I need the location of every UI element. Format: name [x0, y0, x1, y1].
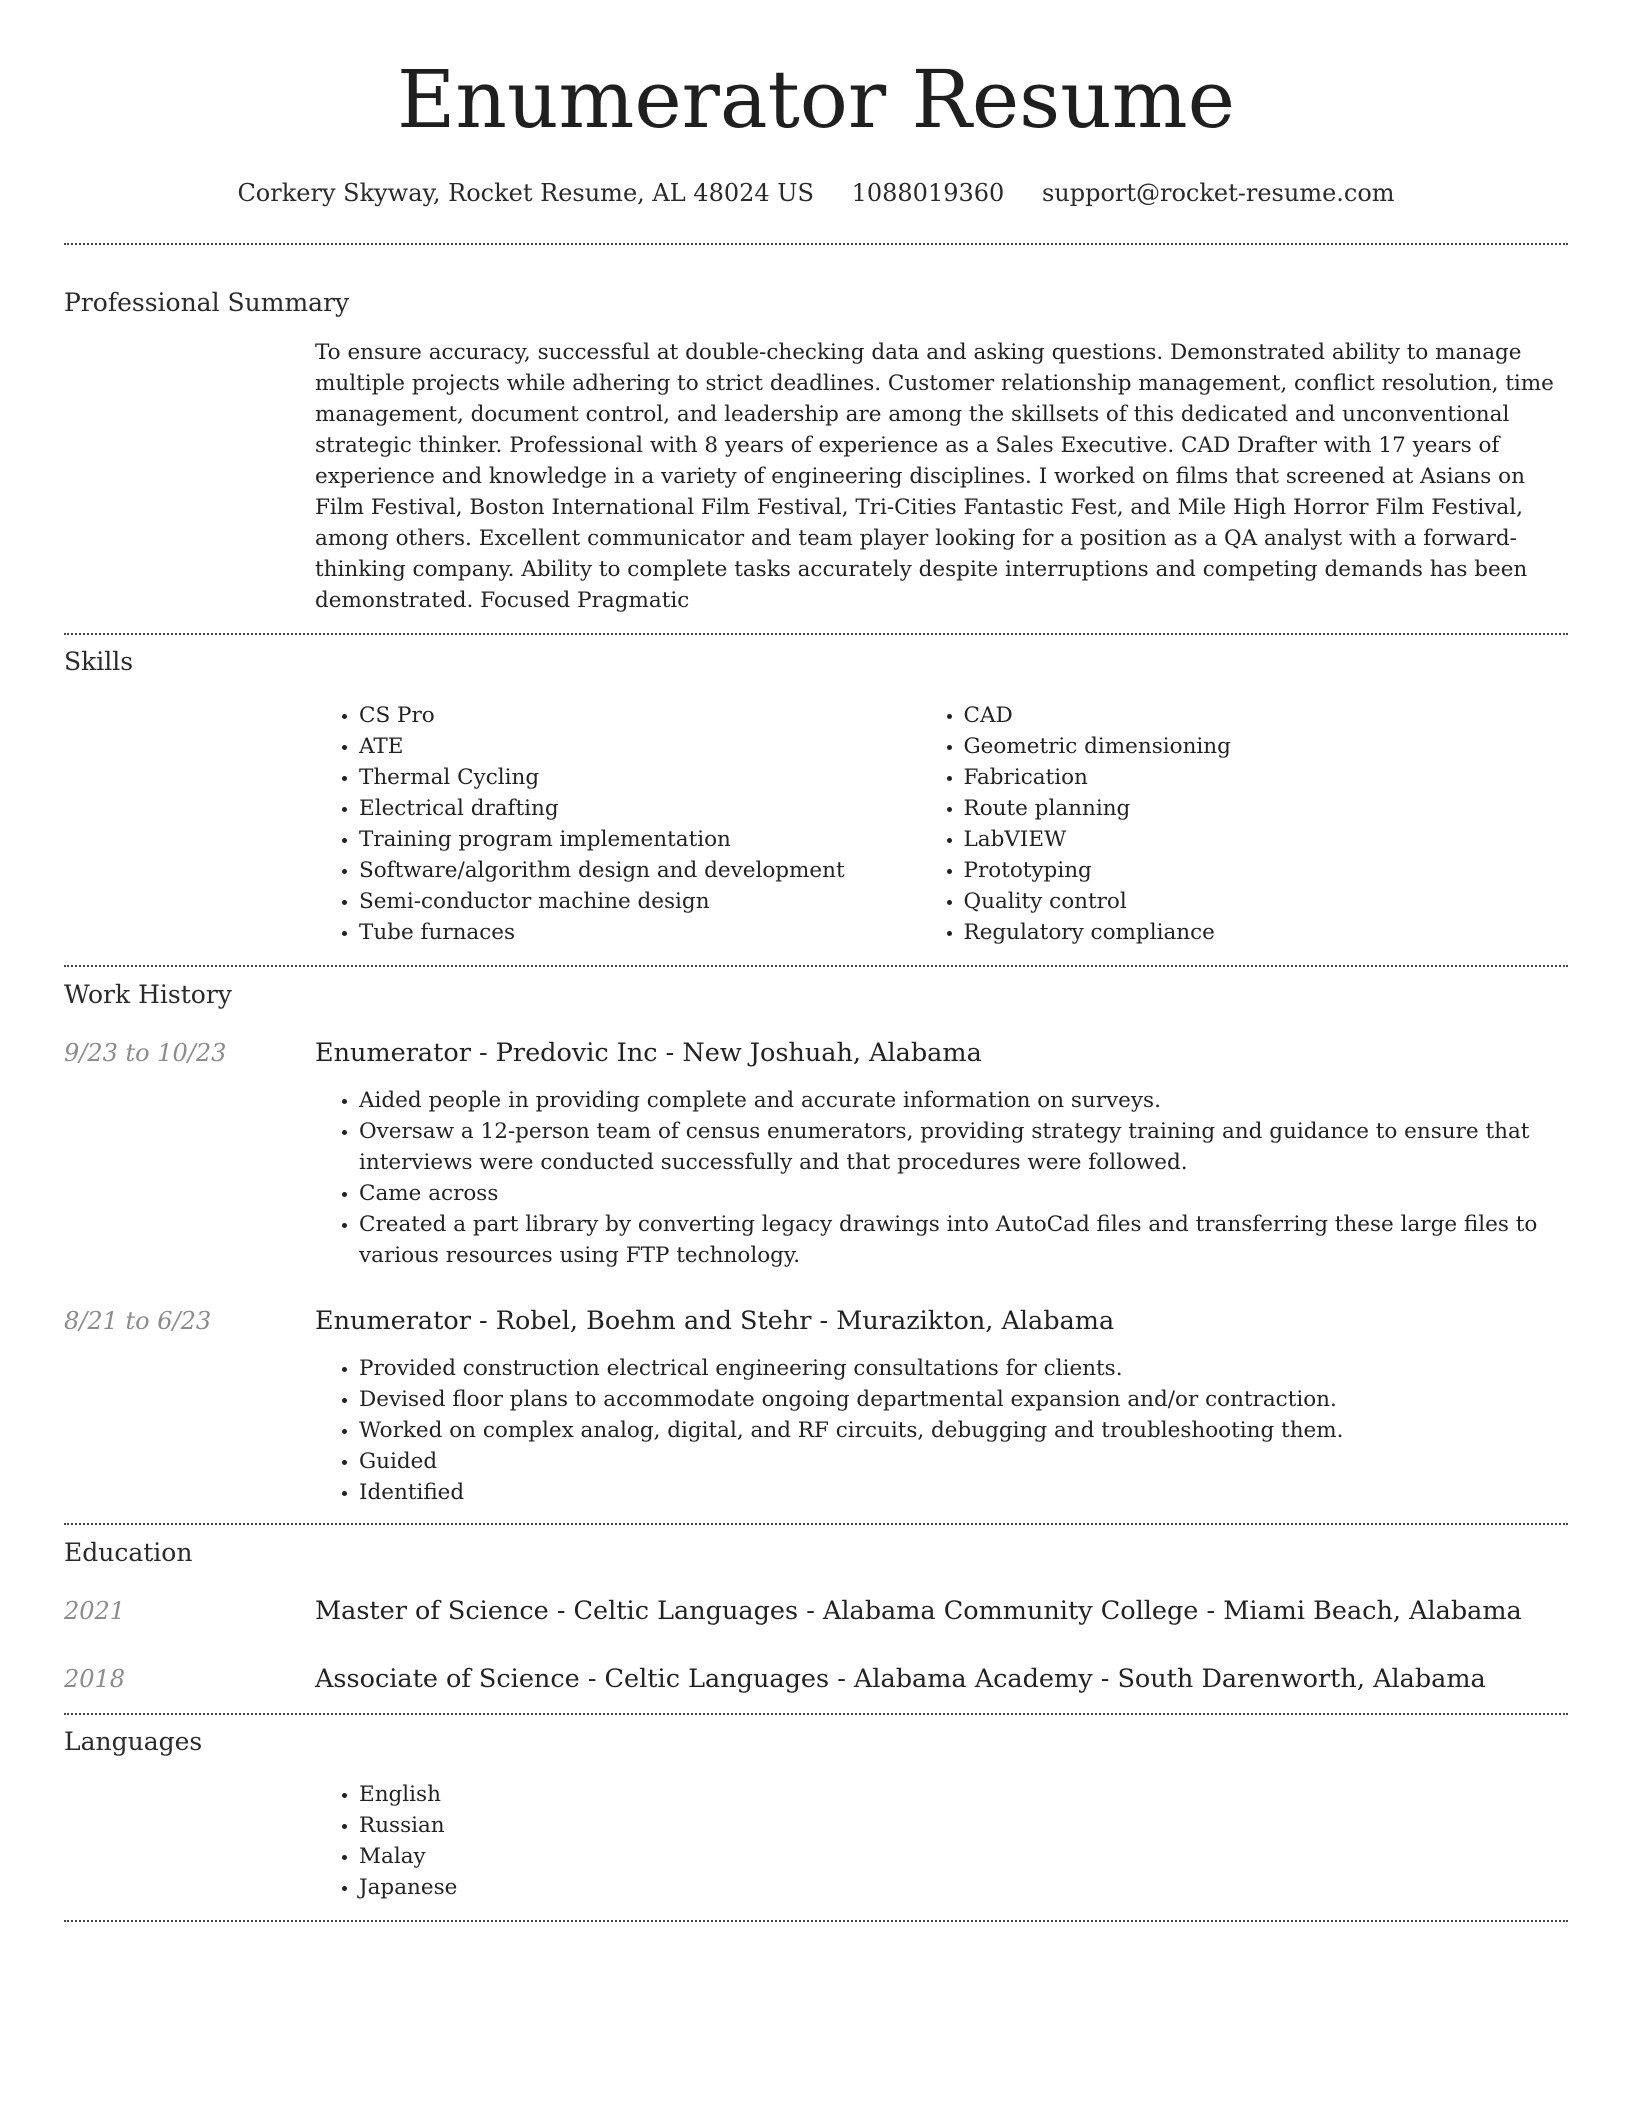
job-bullet: • Identified	[359, 1477, 1568, 1508]
skill-item: • Geometric dimensioning	[964, 731, 1569, 762]
education-entry	[64, 1663, 1568, 1695]
skill-item: • Semi-conductor machine design	[359, 886, 964, 917]
language-item: • English	[359, 1779, 1568, 1810]
skill-item: • Quality control	[964, 886, 1569, 917]
job-dates: 9/23 to 10/23	[64, 1039, 227, 1067]
job-entry	[64, 1037, 1568, 1271]
contact-email: support@rocket-resume.com	[1041, 179, 1395, 207]
education-entry	[64, 1595, 1568, 1627]
section-heading-education: Education	[64, 1538, 193, 1567]
skill-item: • Training program implementation	[359, 824, 964, 855]
section-heading-languages: Languages	[64, 1727, 203, 1756]
skill-item: • Electrical drafting	[359, 793, 964, 824]
job-title: Enumerator - Robel, Boehm and Stehr - Murazikton, Alabama	[315, 1306, 1115, 1336]
skill-item: • Fabrication	[964, 762, 1569, 793]
language-item: • Malay	[359, 1841, 1568, 1872]
education-title: Master of Science - Celtic Languages - Alabama Community College - Miami Beach, Alabama	[315, 1596, 1522, 1626]
section-heading-summary: Professional Summary	[64, 288, 350, 317]
skill-item: • Regulatory compliance	[964, 917, 1569, 948]
job-dates: 8/21 to 6/23	[64, 1307, 212, 1335]
skill-item: • ATE	[359, 731, 964, 762]
job-bullet: • Guided	[359, 1446, 1568, 1477]
skill-item: • Thermal Cycling	[359, 762, 964, 793]
skill-item: • CS Pro	[359, 700, 964, 731]
education-section	[64, 1537, 1568, 1695]
section-heading-skills: Skills	[64, 647, 134, 676]
languages-section	[64, 1726, 1568, 1903]
contact-phone: 1088019360	[851, 179, 1005, 207]
languages-list	[315, 1779, 1568, 1903]
job-bullet: • Worked on complex analog, digital, and RF circuits, debugging and troubleshooting them.	[359, 1415, 1568, 1446]
skill-item: • Prototyping	[964, 855, 1569, 886]
contact-line	[64, 178, 1568, 208]
job-bullet: • Oversaw a 12-person team of census enumerators, providing strategy training and guidance to ensure that interviews were conducted successfully and that procedures were followed.	[359, 1116, 1568, 1178]
skill-item: • CAD	[964, 700, 1569, 731]
summary-section	[64, 287, 1568, 616]
divider	[64, 243, 1568, 245]
skill-item: • LabVIEW	[964, 824, 1569, 855]
skills-section	[64, 646, 1568, 948]
contact-address: Corkery Skyway, Rocket Resume, AL 48024 US	[237, 179, 814, 207]
skills-list-right	[920, 700, 1569, 948]
language-item: • Russian	[359, 1810, 1568, 1841]
job-title: Enumerator - Predovic Inc - New Joshuah, Alabama	[315, 1038, 982, 1068]
job-bullet: • Aided people in providing complete and accurate information on surveys.	[359, 1085, 1568, 1116]
job-bullets	[315, 1085, 1568, 1271]
resume-page	[64, 0, 1568, 1922]
divider	[64, 965, 1568, 967]
divider	[64, 1713, 1568, 1715]
skill-item: • Route planning	[964, 793, 1569, 824]
job-bullet: • Came across	[359, 1178, 1568, 1209]
education-year: 2018	[64, 1665, 126, 1693]
divider	[64, 1523, 1568, 1525]
job-bullet: • Provided construction electrical engineering consultations for clients.	[359, 1353, 1568, 1384]
resume-title: Enumerator Resume	[397, 53, 1235, 146]
education-title: Associate of Science - Celtic Languages - Alabama Academy - South Darenworth, Alabama	[315, 1664, 1486, 1694]
job-entry	[64, 1305, 1568, 1508]
skill-item: • Software/algorithm design and development	[359, 855, 964, 886]
divider	[64, 633, 1568, 635]
section-heading-work: Work History	[64, 980, 232, 1009]
job-bullet: • Devised floor plans to accommodate ongoing departmental expansion and/or contraction.	[359, 1384, 1568, 1415]
education-year: 2021	[64, 1597, 126, 1625]
work-section	[64, 979, 1568, 1508]
skills-list-left	[315, 700, 964, 948]
skill-item: • Tube furnaces	[359, 917, 964, 948]
job-bullets	[315, 1353, 1568, 1508]
summary-text: To ensure accuracy, successful at double-checking data and asking questions. Demonstrated ability to manage multiple projects while adhering to strict deadlines. Customer relationship management, conflict resolution, time management, document control, and leadership are among the skillsets of this dedicated and unconventional strategic thinker. Professional with 8 years of experience as a Sales Executive. CAD Drafter with 17 years of experience and knowledge in a variety of engineering disciplines. I worked on films that screened at Asians on Film Festival, Boston International Film Festival, Tri-Cities Fantastic Fest, and Mile High Horror Film Festival, among others. Excellent communicator and team player looking for a position as a QA analyst with a forward-thinking company. Ability to complete tasks accurately despite interruptions and competing demands has been demonstrated. Focused Pragmatic	[315, 340, 1554, 613]
language-item: • Japanese	[359, 1872, 1568, 1903]
divider	[64, 1920, 1568, 1922]
job-bullet: • Created a part library by converting legacy drawings into AutoCad files and transferring these large files to various resources using FTP technology.	[359, 1209, 1568, 1271]
